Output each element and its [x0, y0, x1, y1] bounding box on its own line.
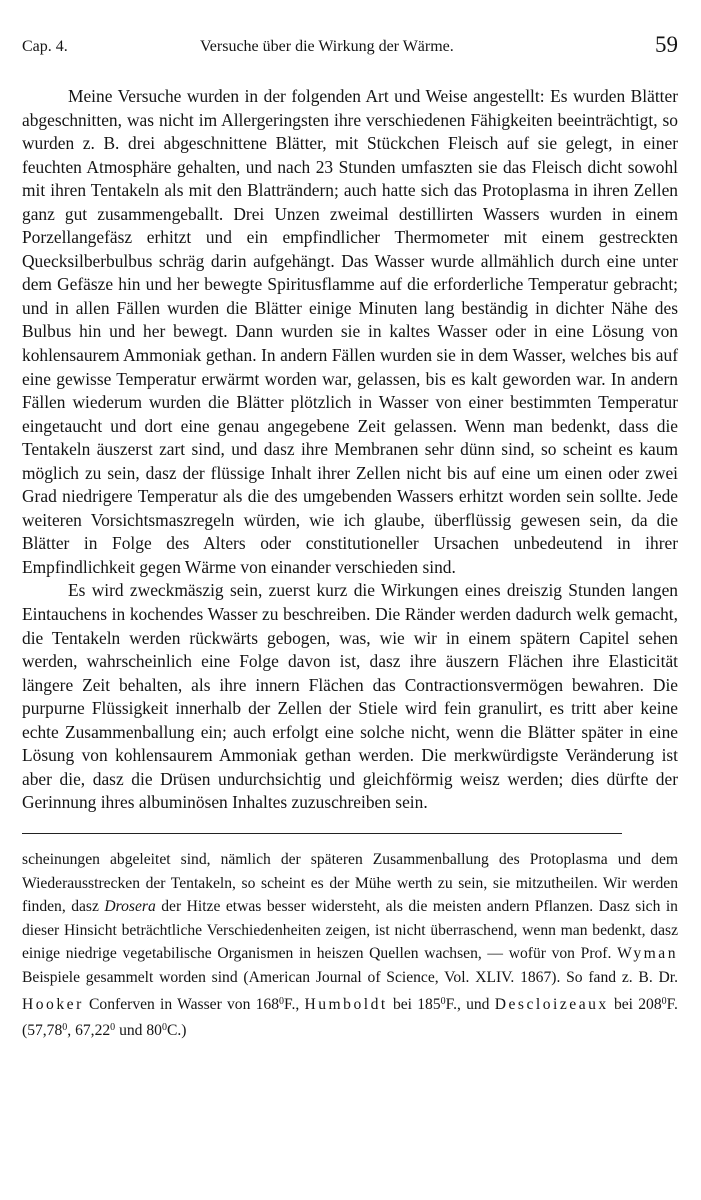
degree-mark: 0: [440, 995, 446, 1007]
paragraph-1: Meine Versuche wurden in der folgenden Art und Weise angestellt: Es wurden Blätter abgeschnitten, was nicht im Allergeringsten ihre verschiedenen Fähigkeiten beeinträchtigt, so wurden z. B. drei abgeschnittene Blätter, mit Stückchen Fleisch auf sie gelegt, in einer feuchten Atmosphäre gehalten, und nach 23 Stunden umfaszten sie das Fleisch dicht sowohl mit ihren Tentakeln als mit den Blatträndern; auch hatte sich das Protoplasma in ihren Zellen ganz gut zusammengeballt. Drei Unzen zweimal destillirten Wassers wurden in einem Porzellangefäsz erhitzt und ein empfindlicher Thermometer mit einem gestreckten Quecksilberbulbus schräg darin aufgehängt. Das Wasser wurde allmählich durch eine unter dem Gefäsze hin und her bewegte Spiritusflamme auf die erforderliche Temperatur gebracht; und in allen Fällen wurden die Blätter einige Minuten lang beständig in dichter Nähe des Bulbus hin und her bewegt. Dann wurden sie in kaltes Wasser oder in eine Lösung von kohlensaurem Ammoniak gethan. In andern Fällen wurden sie in dem Wasser, welches bis auf eine gewisse Temperatur erwärmt worden war, gelassen, bis es kalt geworden war. In andern Fällen wiederum wurden die Blätter plötzlich in Wasser von einer bestimmten Temperatur eingetaucht und dort eine genau angegebene Zeit gelassen. Wenn man bedenkt, dass die Tentakeln äuszerst zart sind, und dasz ihre Membranen sehr dünn sind, so scheint es kaum möglich zu sein, dasz der flüssige Inhalt ihrer Zellen nicht bis auf eine um einen oder zwei Grad niedrigere Temperatur als die des umgebenden Wassers erhitzt worden sein sollte. Jede weiteren Vorsichtsmaszregeln würden, wie ich glaube, überflüssig gewesen sein, da die Blätter in Folge des Alters oder constitutioneller Ursachen unbedeutend in ihrer Empfindlichkeit gegen Wärme von einander verschieden sind.: [22, 86, 678, 577]
degree-mark: 0: [279, 995, 285, 1007]
degree-mark: 0: [661, 995, 667, 1007]
footnote-segment: F.,: [284, 995, 305, 1013]
footnote-segment: der Hitze etwas besser widersteht, als die meisten andern Pflanzen. Dasz sich in dieser Hinsicht beträchtliche Verschiedenheiten zeigen, ist nicht überraschend, wenn man bedenkt, dasz einige niedrige vegetabilische Organismen in heiszen Quellen wachsen, — wofür von Prof.: [22, 898, 678, 963]
degree-mark: 0: [110, 1022, 116, 1034]
footnote-segment: scheinungen abgeleitet sind, nämlich der späteren Zusammenballung des Protoplasma und dem Wiederausstrecken der Tentakeln, so scheint es der Mühe werth zu sein, sie mitzutheilen. Wir werden finden, dasz: [22, 850, 678, 916]
footnote-segment: Beispiele gesammelt worden sind (American Journal of Science, Vol. XLIV. 1867). So fand z. B. Dr.: [22, 968, 678, 986]
person-name: Descloizeaux: [494, 995, 609, 1013]
running-title: Versuche über die Wirkung der Wärme.: [200, 38, 454, 55]
degree-mark: 0: [62, 1022, 68, 1034]
genus-name: Drosera: [104, 898, 156, 916]
footnote: [22, 848, 678, 1043]
footnote-segment: , 67,22: [67, 1022, 111, 1040]
person-name: Wyman: [617, 945, 678, 963]
degree-mark: 0: [161, 1022, 167, 1034]
person-name: Hooker: [22, 995, 84, 1013]
footnote-text: [22, 848, 678, 1043]
running-head: [22, 30, 678, 60]
footnote-segment: F., und: [445, 995, 495, 1013]
person-name: Humboldt: [304, 995, 388, 1013]
footnote-segment: C.): [166, 1022, 187, 1040]
main-text: [22, 85, 678, 815]
footnote-segment: bei 185: [387, 995, 441, 1013]
footnote-segment: bei 208: [608, 995, 662, 1013]
footnote-segment: F. (57,78: [22, 995, 678, 1040]
page-number: 59: [655, 32, 678, 57]
chapter-label: Cap. 4.: [22, 38, 68, 55]
footnote-segment: Conferven in Wasser von 168: [83, 995, 280, 1013]
footnote-segment: und 80: [115, 1022, 162, 1040]
paragraph-2: Es wird zweckmäszig sein, zuerst kurz die Wirkungen eines dreiszig Stunden langen Eintauchens in kochendes Wasser zu beschreiben. Die Ränder werden dadurch welk gemacht, die Tentakeln werden rückwärts gebogen, was, wie wir in einem spätern Capitel sehen werden, wahrscheinlich eine Folge davon ist, dasz ihre äuszern Flächen ihre Elasticität längere Zeit behalten, als ihre innern Flächen das Contractionsvermögen bewahren. Die purpurne Flüssigkeit innerhalb der Zellen der Stiele wird fein granulirt, es tritt aber keine echte Zusammenballung ein; auch erfolgt eine solche nicht, wenn die Blätter später in eine Lösung von kohlensaurem Ammoniak gethan werden. Die merkwürdigste Veränderung ist aber die, dasz die Drüsen undurchsichtig und gleichförmig weisz werden; dies dürfte der Gerinnung ihres albuminösen Inhaltes zuzuschreiben sein.: [22, 580, 678, 813]
footnote-divider: [22, 833, 622, 834]
book-page: [22, 30, 678, 1043]
